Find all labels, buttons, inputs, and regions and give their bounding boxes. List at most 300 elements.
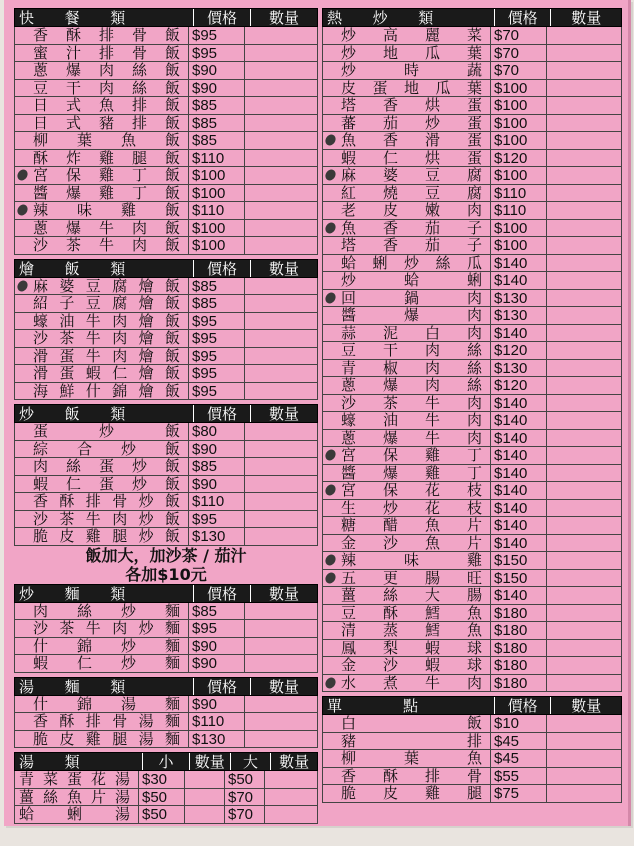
item-price: $85 xyxy=(189,295,245,312)
menu-item-row xyxy=(14,511,318,529)
item-name: 蕃茄炒蛋 xyxy=(323,115,491,132)
menu-item-row xyxy=(14,150,318,168)
menu-item-row xyxy=(14,423,318,441)
item-name: 蔥爆牛肉飯 xyxy=(15,220,189,237)
item-qty-cell[interactable] xyxy=(547,412,617,429)
menu-item-row xyxy=(322,45,622,63)
soup-row xyxy=(14,771,318,789)
menu-item-row xyxy=(14,620,318,638)
menu-item-row xyxy=(322,733,622,751)
item-qty-cell[interactable] xyxy=(245,476,311,493)
item-name: 沙茶牛肉炒飯 xyxy=(15,511,189,528)
small-qty-cell[interactable] xyxy=(185,789,225,806)
large-qty-cell[interactable] xyxy=(265,806,311,823)
price-header: 價格 xyxy=(194,678,251,695)
item-qty-cell[interactable] xyxy=(245,150,311,167)
item-qty-cell[interactable] xyxy=(547,517,617,534)
item-qty-cell[interactable] xyxy=(245,80,311,97)
item-qty-cell[interactable] xyxy=(547,255,617,272)
item-name: 酥炸雞腿飯 xyxy=(15,150,189,167)
item-name: 海鮮什錦燴飯 xyxy=(15,383,189,400)
spicy-item-name: 魚香茄子 xyxy=(323,220,491,237)
item-price: $75 xyxy=(491,785,547,802)
item-qty-cell[interactable] xyxy=(245,713,311,730)
item-name: 青菜蛋花湯 xyxy=(15,771,139,788)
item-qty-cell[interactable] xyxy=(547,272,617,289)
menu-item-row xyxy=(322,325,622,343)
qty-header: 數量 xyxy=(268,584,299,602)
section-title: 熱 炒 類 xyxy=(323,9,495,26)
item-price: $110 xyxy=(189,493,245,510)
item-name: 老皮嫩肉 xyxy=(323,202,491,219)
item-price: $180 xyxy=(491,622,547,639)
item-qty-cell[interactable] xyxy=(547,45,617,62)
item-name: 滑蛋蝦仁燴飯 xyxy=(15,365,189,382)
item-price: $95 xyxy=(189,365,245,382)
item-qty-cell[interactable] xyxy=(245,185,311,202)
item-price: $85 xyxy=(189,132,245,149)
item-price: $100 xyxy=(189,237,245,254)
soup-row xyxy=(14,806,318,824)
menu-item-row xyxy=(14,696,318,714)
menu-item-row xyxy=(14,441,318,459)
item-price: $110 xyxy=(491,202,547,219)
item-qty-cell[interactable] xyxy=(245,220,311,237)
menu-item-row xyxy=(322,167,622,185)
section-header xyxy=(14,259,318,278)
item-price: $140 xyxy=(491,517,547,534)
menu-item-row xyxy=(322,447,622,465)
item-qty-cell[interactable] xyxy=(245,167,311,184)
item-name: 肉絲炒麵 xyxy=(15,603,189,620)
item-price: $90 xyxy=(189,62,245,79)
item-price: $95 xyxy=(189,511,245,528)
item-price: $45 xyxy=(491,733,547,750)
menu-item-row xyxy=(322,132,622,150)
item-name: 蒜泥白肉 xyxy=(323,325,491,342)
item-name: 炒蛤蜊 xyxy=(323,272,491,289)
small-qty-cell[interactable] xyxy=(185,806,225,823)
item-qty-cell[interactable] xyxy=(547,360,617,377)
item-price: $100 xyxy=(189,220,245,237)
item-qty-cell[interactable] xyxy=(547,535,617,552)
item-price: $85 xyxy=(189,97,245,114)
item-qty-cell[interactable] xyxy=(245,511,311,528)
menu-item-row xyxy=(14,383,318,401)
item-qty-cell[interactable] xyxy=(547,115,617,132)
item-qty-cell[interactable] xyxy=(245,655,311,672)
item-name: 糖醋魚片 xyxy=(323,517,491,534)
item-qty-cell[interactable] xyxy=(547,622,617,639)
item-qty-cell[interactable] xyxy=(547,570,617,587)
item-qty-cell[interactable] xyxy=(547,132,617,149)
item-price: $180 xyxy=(491,640,547,657)
item-price: $100 xyxy=(491,80,547,97)
menu-item-row xyxy=(14,528,318,546)
menu-item-row xyxy=(322,290,622,308)
item-price: $110 xyxy=(491,185,547,202)
item-qty-cell[interactable] xyxy=(547,657,617,674)
small-price: $50 xyxy=(139,806,185,823)
menu-item-row xyxy=(322,412,622,430)
item-name: 蛤蜊湯 xyxy=(15,806,139,823)
item-qty-cell[interactable] xyxy=(547,500,617,517)
item-name: 炒高麗菜 xyxy=(323,27,491,44)
menu-item-row xyxy=(14,185,318,203)
menu-item-row xyxy=(322,377,622,395)
item-qty-cell[interactable] xyxy=(245,132,311,149)
right-column xyxy=(322,8,622,803)
item-qty-cell[interactable] xyxy=(245,45,311,62)
spicy-item-name: 麻婆豆腐 xyxy=(323,167,491,184)
item-price: $85 xyxy=(189,278,245,295)
menu-item-row xyxy=(322,27,622,45)
menu-item-row xyxy=(322,465,622,483)
item-qty-cell[interactable] xyxy=(547,605,617,622)
item-qty-cell[interactable] xyxy=(245,603,311,620)
item-qty-cell[interactable] xyxy=(547,307,617,324)
item-price: $100 xyxy=(491,167,547,184)
item-name: 綜合炒飯 xyxy=(15,441,189,458)
item-qty-cell[interactable] xyxy=(547,27,617,44)
item-qty-cell[interactable] xyxy=(245,278,311,295)
item-price: $130 xyxy=(491,307,547,324)
section-header xyxy=(14,584,318,603)
spicy-item-name: 辣味雞飯 xyxy=(15,202,189,219)
item-name: 脆皮雞腿 xyxy=(323,785,491,802)
item-name: 沙茶牛肉 xyxy=(323,395,491,412)
item-name: 香酥排骨湯麵 xyxy=(15,713,189,730)
spicy-item-name: 麻婆豆腐燴飯 xyxy=(15,278,189,295)
item-price: $120 xyxy=(491,342,547,359)
item-name: 紅燒豆腐 xyxy=(323,185,491,202)
menu-item-row xyxy=(14,603,318,621)
spicy-item-name: 魚香滑蛋 xyxy=(323,132,491,149)
section-header xyxy=(14,677,318,696)
item-qty-cell[interactable] xyxy=(245,97,311,114)
item-price: $140 xyxy=(491,535,547,552)
item-price: $90 xyxy=(189,655,245,672)
menu-item-row xyxy=(322,785,622,803)
menu-item-row xyxy=(322,307,622,325)
menu-item-row xyxy=(14,476,318,494)
qty-header: 數量 xyxy=(571,9,602,26)
qty-header: 數量 xyxy=(268,9,299,26)
item-name: 清蒸鱈魚 xyxy=(323,622,491,639)
soup-row xyxy=(14,789,318,807)
section-title: 單 點 xyxy=(323,697,495,714)
item-name: 豬排 xyxy=(323,733,491,750)
item-qty-cell[interactable] xyxy=(547,237,617,254)
menu-item-row xyxy=(14,493,318,511)
item-qty-cell[interactable] xyxy=(547,290,617,307)
menu-item-row xyxy=(322,255,622,273)
menu-item-row xyxy=(322,768,622,786)
menu-item-row xyxy=(322,500,622,518)
spicy-item-name: 水煮牛肉 xyxy=(323,675,491,692)
item-qty-cell[interactable] xyxy=(547,220,617,237)
item-qty-cell[interactable] xyxy=(245,202,311,219)
section-soup-noodles xyxy=(14,677,318,749)
item-qty-cell[interactable] xyxy=(547,587,617,604)
menu-item-row xyxy=(14,731,318,749)
qty-header: 數量 xyxy=(571,697,602,714)
item-name: 香酥排骨炒飯 xyxy=(15,493,189,510)
item-price: $85 xyxy=(189,458,245,475)
item-name: 鳳梨蝦球 xyxy=(323,640,491,657)
item-price: $140 xyxy=(491,482,547,499)
item-qty-cell[interactable] xyxy=(547,377,617,394)
item-name: 皮蛋地瓜葉 xyxy=(323,80,491,97)
item-qty-cell[interactable] xyxy=(245,313,311,330)
menu-item-row xyxy=(322,675,622,693)
item-name: 醬爆雞丁飯 xyxy=(15,185,189,202)
item-name: 青椒肉絲 xyxy=(323,360,491,377)
item-name: 薑絲大腸 xyxy=(323,587,491,604)
qty-header: 數量 xyxy=(268,259,299,277)
menu-item-row xyxy=(14,45,318,63)
menu-item-row xyxy=(14,97,318,115)
item-price: $100 xyxy=(491,97,547,114)
item-price: $140 xyxy=(491,430,547,447)
item-price: $10 xyxy=(491,715,547,732)
item-name: 豆干肉絲飯 xyxy=(15,80,189,97)
item-name: 蝦仁蛋炒飯 xyxy=(15,476,189,493)
item-name: 沙茶牛肉飯 xyxy=(15,237,189,254)
item-price: $100 xyxy=(491,237,547,254)
item-qty-cell[interactable] xyxy=(245,620,311,637)
item-price: $80 xyxy=(189,423,245,440)
large-qty-cell[interactable] xyxy=(265,789,311,806)
item-name: 肉絲蛋炒飯 xyxy=(15,458,189,475)
item-name: 醬爆肉 xyxy=(323,307,491,324)
menu-item-row xyxy=(322,220,622,238)
section-title: 湯 類 xyxy=(15,753,143,770)
item-qty-cell[interactable] xyxy=(547,202,617,219)
item-name: 蝦仁炒麵 xyxy=(15,655,189,672)
item-qty-cell[interactable] xyxy=(245,731,311,748)
item-name: 蛋炒飯 xyxy=(15,423,189,440)
item-name: 塔香烘蛋 xyxy=(323,97,491,114)
item-qty-cell[interactable] xyxy=(245,237,311,254)
item-qty-cell[interactable] xyxy=(245,295,311,312)
item-price: $140 xyxy=(491,587,547,604)
item-qty-cell[interactable] xyxy=(547,785,617,802)
section-fried-noodles xyxy=(14,584,318,673)
item-qty-cell[interactable] xyxy=(245,441,311,458)
item-name: 蛤蜊炒絲瓜 xyxy=(323,255,491,272)
item-qty-cell[interactable] xyxy=(245,348,311,365)
item-name: 沙茶牛肉燴飯 xyxy=(15,330,189,347)
menu-item-row xyxy=(322,640,622,658)
menu-item-row xyxy=(322,97,622,115)
item-price: $70 xyxy=(491,62,547,79)
item-price: $130 xyxy=(189,528,245,545)
item-qty-cell[interactable] xyxy=(547,768,617,785)
menu-item-row xyxy=(14,278,318,296)
item-qty-cell[interactable] xyxy=(547,465,617,482)
item-name: 醬爆雞丁 xyxy=(323,465,491,482)
item-price: $140 xyxy=(491,325,547,342)
item-name: 薑絲魚片湯 xyxy=(15,789,139,806)
menu-item-row xyxy=(322,552,622,570)
qty-header: 數量 xyxy=(279,753,310,770)
item-qty-cell[interactable] xyxy=(245,696,311,713)
menu-item-row xyxy=(322,202,622,220)
section-title: 燴 飯 類 xyxy=(15,260,194,277)
item-name: 蜜汁排骨飯 xyxy=(15,45,189,62)
item-price: $120 xyxy=(491,377,547,394)
small-qty-cell[interactable] xyxy=(185,771,225,788)
item-price: $140 xyxy=(491,500,547,517)
item-qty-cell[interactable] xyxy=(547,750,617,767)
item-qty-cell[interactable] xyxy=(547,552,617,569)
item-name: 滑蛋牛肉燴飯 xyxy=(15,348,189,365)
item-name: 什錦湯麵 xyxy=(15,696,189,713)
item-price: $55 xyxy=(491,768,547,785)
section-title: 炒 麵 類 xyxy=(15,585,194,602)
menu-item-row xyxy=(14,80,318,98)
item-qty-cell[interactable] xyxy=(245,115,311,132)
section-fried-rice xyxy=(14,404,318,546)
item-price: $100 xyxy=(491,220,547,237)
item-price: $90 xyxy=(189,80,245,97)
section-stir-fry xyxy=(322,8,622,692)
item-qty-cell[interactable] xyxy=(547,447,617,464)
item-qty-cell[interactable] xyxy=(547,325,617,342)
item-price: $140 xyxy=(491,395,547,412)
item-qty-cell[interactable] xyxy=(245,493,311,510)
item-qty-cell[interactable] xyxy=(547,342,617,359)
menu-item-row xyxy=(14,115,318,133)
price-header: 價格 xyxy=(495,9,552,26)
item-price: $110 xyxy=(189,713,245,730)
item-name: 蠔油牛肉 xyxy=(323,412,491,429)
price-header: 價格 xyxy=(194,260,251,277)
item-price: $90 xyxy=(189,696,245,713)
item-qty-cell[interactable] xyxy=(245,62,311,79)
item-price: $95 xyxy=(189,620,245,637)
item-price: $70 xyxy=(491,27,547,44)
item-qty-cell[interactable] xyxy=(245,458,311,475)
spicy-item-name: 宮保花枝 xyxy=(323,482,491,499)
item-qty-cell[interactable] xyxy=(245,365,311,382)
menu-item-row xyxy=(322,657,622,675)
item-qty-cell[interactable] xyxy=(547,167,617,184)
item-price: $45 xyxy=(491,750,547,767)
menu-item-row xyxy=(322,80,622,98)
item-qty-cell[interactable] xyxy=(547,482,617,499)
item-name: 蔥爆肉絲飯 xyxy=(15,62,189,79)
menu-item-row xyxy=(322,62,622,80)
spicy-item-name: 辣味雞 xyxy=(323,552,491,569)
item-name: 豆酥鱈魚 xyxy=(323,605,491,622)
item-qty-cell[interactable] xyxy=(245,423,311,440)
menu-item-row xyxy=(14,237,318,255)
item-qty-cell[interactable] xyxy=(547,62,617,79)
item-price: $150 xyxy=(491,552,547,569)
item-qty-cell[interactable] xyxy=(547,675,617,692)
item-price: $140 xyxy=(491,255,547,272)
menu-sheet xyxy=(4,0,631,826)
item-price: $85 xyxy=(189,603,245,620)
item-price: $140 xyxy=(491,447,547,464)
item-qty-cell[interactable] xyxy=(547,430,617,447)
menu-item-row xyxy=(322,237,622,255)
section-header xyxy=(14,752,318,771)
menu-item-row xyxy=(322,342,622,360)
small-price: $50 xyxy=(139,789,185,806)
item-price: $95 xyxy=(189,383,245,400)
menu-item-row xyxy=(322,185,622,203)
item-qty-cell[interactable] xyxy=(245,528,311,545)
menu-item-row xyxy=(14,167,318,185)
price-header: 價格 xyxy=(194,585,251,602)
section-title: 湯 麵 類 xyxy=(15,678,194,695)
section-header xyxy=(322,8,622,27)
item-qty-cell[interactable] xyxy=(245,27,311,44)
item-qty-cell[interactable] xyxy=(245,383,311,400)
menu-item-row xyxy=(322,517,622,535)
item-name: 什錦炒麵 xyxy=(15,638,189,655)
item-price: $130 xyxy=(491,360,547,377)
item-name: 金沙魚片 xyxy=(323,535,491,552)
item-name: 白飯 xyxy=(323,715,491,732)
item-qty-cell[interactable] xyxy=(547,715,617,732)
spicy-item-name: 宮保雞丁飯 xyxy=(15,167,189,184)
menu-item-row xyxy=(322,430,622,448)
menu-item-row xyxy=(14,313,318,331)
menu-item-row xyxy=(322,360,622,378)
menu-item-row xyxy=(322,272,622,290)
section-header xyxy=(14,404,318,423)
item-qty-cell[interactable] xyxy=(547,395,617,412)
item-price: $180 xyxy=(491,605,547,622)
menu-item-row xyxy=(322,715,622,733)
item-price: $85 xyxy=(189,115,245,132)
item-price: $130 xyxy=(189,731,245,748)
large-qty-cell[interactable] xyxy=(265,771,311,788)
menu-item-row xyxy=(322,750,622,768)
section-title: 炒 飯 類 xyxy=(15,405,194,422)
menu-item-row xyxy=(322,115,622,133)
item-qty-cell[interactable] xyxy=(547,97,617,114)
menu-item-row xyxy=(14,655,318,673)
qty-header: 數量 xyxy=(190,753,231,770)
section-header xyxy=(322,696,622,715)
item-price: $95 xyxy=(189,348,245,365)
item-name: 豆干肉絲 xyxy=(323,342,491,359)
item-qty-cell[interactable] xyxy=(547,150,617,167)
item-name: 日式魚排飯 xyxy=(15,97,189,114)
item-price: $100 xyxy=(189,185,245,202)
item-qty-cell[interactable] xyxy=(245,638,311,655)
item-qty-cell[interactable] xyxy=(547,733,617,750)
extra-charge-note xyxy=(14,546,318,584)
item-price: $90 xyxy=(189,441,245,458)
menu-item-row xyxy=(14,295,318,313)
price-header: 價格 xyxy=(495,697,552,714)
menu-item-row xyxy=(14,348,318,366)
item-price: $90 xyxy=(189,638,245,655)
item-qty-cell[interactable] xyxy=(547,80,617,97)
item-qty-cell[interactable] xyxy=(547,185,617,202)
item-name: 生炒花枝 xyxy=(323,500,491,517)
menu-item-row xyxy=(322,395,622,413)
item-qty-cell[interactable] xyxy=(547,640,617,657)
item-qty-cell[interactable] xyxy=(245,330,311,347)
item-name: 塔香茄子 xyxy=(323,237,491,254)
